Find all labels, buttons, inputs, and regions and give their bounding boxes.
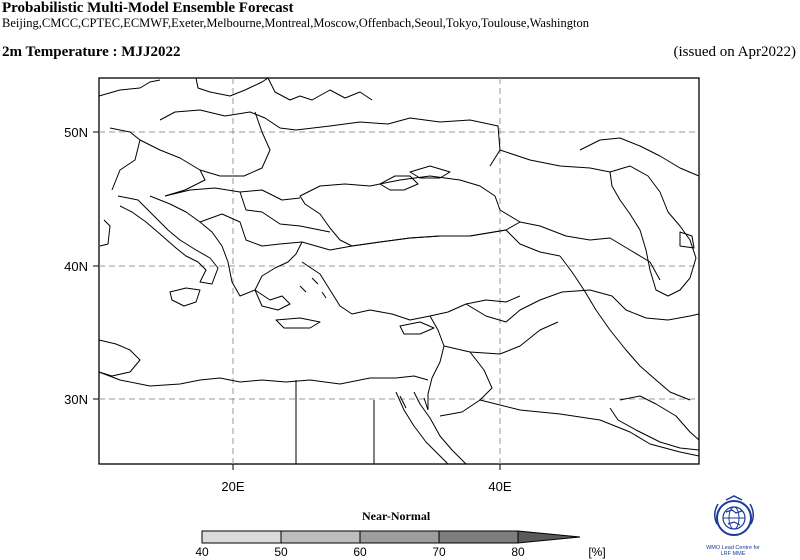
logo-caption-line1: WMO Lead Centre for — [706, 545, 760, 551]
lon-label-40e: 40E — [488, 479, 512, 494]
legend-tick-50: 50 — [274, 545, 288, 559]
legend-tick-40: 40 — [195, 545, 209, 559]
colorbar-swatch — [360, 531, 439, 543]
colorbar-labels — [195, 545, 605, 559]
colorbar-arrow — [518, 531, 580, 543]
lon-label-20e: 20E — [221, 479, 245, 494]
colorbar-swatches — [202, 531, 518, 543]
map-frame — [99, 78, 699, 464]
lat-label-40n: 40N — [64, 259, 88, 274]
forecast-title: Probabilistic Multi-Model Ensemble Forecast — [2, 0, 294, 16]
legend-tick-80: 80 — [511, 545, 525, 559]
variable-title: 2m Temperature : MJJ2022 — [2, 44, 181, 60]
legend-unit: [%] — [588, 545, 606, 559]
legend-tick-70: 70 — [432, 545, 446, 559]
contributing-centres: Beijing,CMCC,CPTEC,ECMWF,Exeter,Melbourne,Montreal,Moscow,Offenbach,Seoul,Tokyo,Toulouse,Washington — [2, 16, 589, 30]
wmo-logo-caption — [697, 545, 769, 557]
logo-caption-line2: LRF MME — [720, 551, 746, 557]
legend-tick-60: 60 — [353, 545, 367, 559]
colorbar-swatch — [202, 531, 281, 543]
lat-label-30n: 30N — [64, 392, 88, 407]
colorbar-swatch — [439, 531, 518, 543]
legend-title: Near-Normal — [362, 509, 431, 523]
colorbar-legend — [0, 528, 800, 560]
lat-label-50n: 50N — [64, 125, 88, 140]
colorbar-swatch — [281, 531, 360, 543]
issued-date: (issued on Apr2022) — [673, 44, 796, 60]
